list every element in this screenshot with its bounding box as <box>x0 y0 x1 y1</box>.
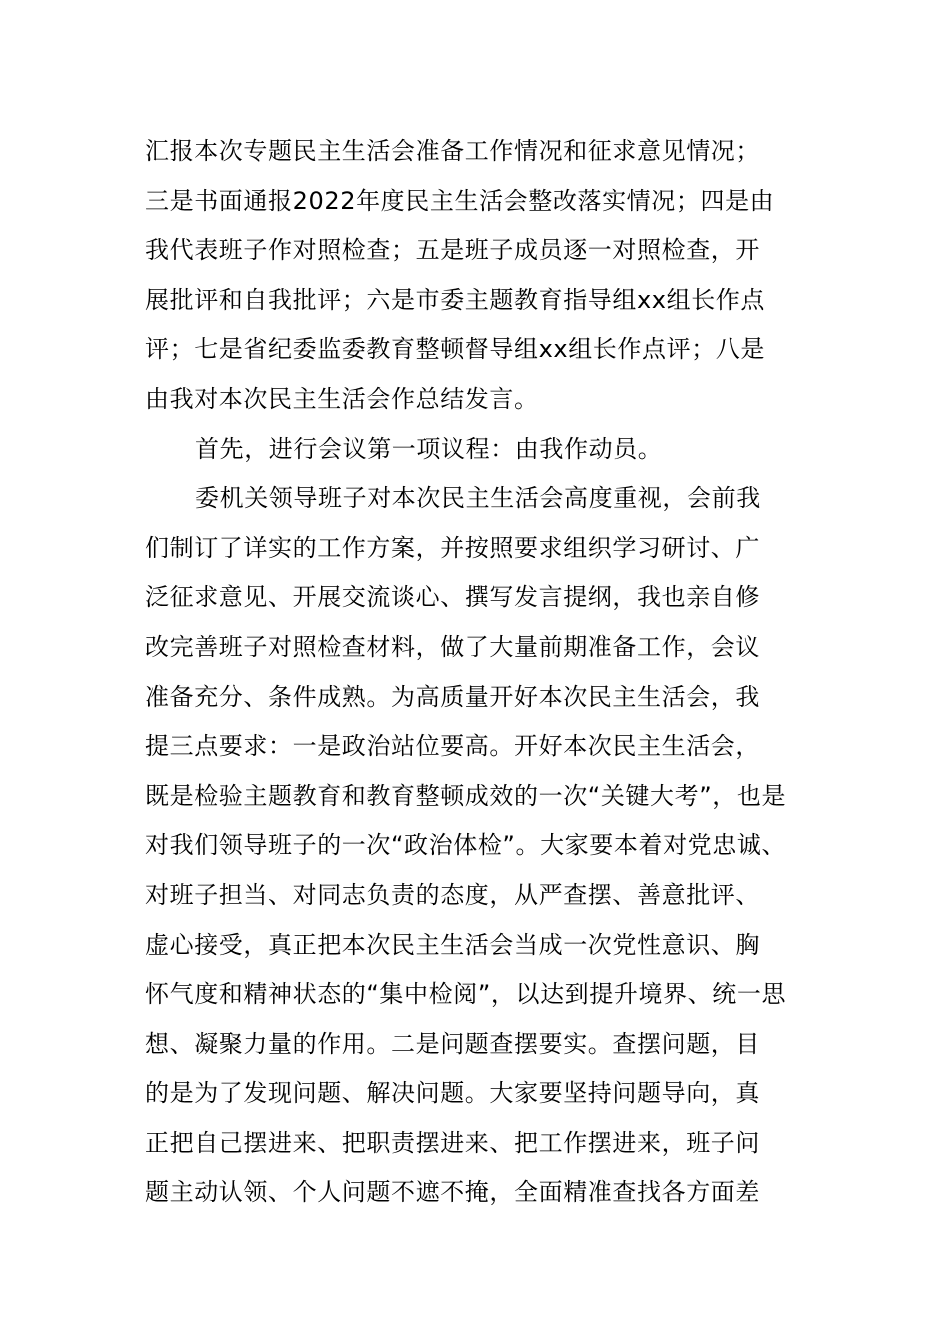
text-line: 既是检验主题教育和教育整顿成效的一次“关键大考”，也是 <box>145 781 787 810</box>
text-line: 提三点要求：一是政治站位要高。开好本次民主生活会， <box>145 732 760 761</box>
text-line: 虚心接受，真正把本次民主生活会当成一次党性意识、胸 <box>145 930 760 959</box>
text-line: 由我对本次民主生活会作总结发言。 <box>145 384 539 413</box>
paragraph-start-line: 委机关领导班子对本次民主生活会高度重视，会前我 <box>195 484 761 513</box>
text-line: 怀气度和精神状态的“集中检阅”，以达到提升境界、统一思 <box>145 980 787 1009</box>
text-line: 汇报本次专题民主生活会准备工作情况和征求意见情况； <box>145 137 760 165</box>
text-line: 对班子担当、对同志负责的态度，从严查摆、善意批评、 <box>145 880 760 909</box>
text-line: 我代表班子作对照检查；五是班子成员逐一对照检查，开 <box>145 236 760 265</box>
text-line: 对我们领导班子的一次“政治体检”。大家要本着对党忠诚、 <box>145 831 787 860</box>
body-text <box>145 127 805 1218</box>
text-line: 的是为了发现问题、解决问题。大家要坚持问题导向，真 <box>145 1079 760 1108</box>
paragraph-start-line: 首先，进行会议第一项议程：由我作动员。 <box>195 434 663 463</box>
text-line: 准备充分、条件成熟。为高质量开好本次民主生活会，我 <box>145 682 760 711</box>
text-line: 泛征求意见、开展交流谈心、撰写发言提纲，我也亲自修 <box>145 583 760 612</box>
text-line: 想、凝聚力量的作用。二是问题查摆要实。查摆问题，目 <box>145 1029 760 1058</box>
text-line: 题主动认领、个人问题不遮不掩，全面精准查找各方面差 <box>145 1178 760 1207</box>
text-line: 三是书面通报2022年度民主生活会整改落实情况；四是由 <box>145 186 775 215</box>
text-line: 评；七是省纪委监委教育整顿督导组xx组长作点评；八是 <box>145 335 766 364</box>
text-line: 改完善班子对照检查材料，做了大量前期准备工作，会议 <box>145 632 760 661</box>
text-line: 正把自己摆进来、把职责摆进来、把工作摆进来，班子问 <box>145 1128 760 1157</box>
text-line: 展批评和自我批评；六是市委主题教育指导组xx组长作点 <box>145 285 766 314</box>
text-line: 们制订了详实的工作方案，并按照要求组织学习研讨、广 <box>145 533 760 562</box>
